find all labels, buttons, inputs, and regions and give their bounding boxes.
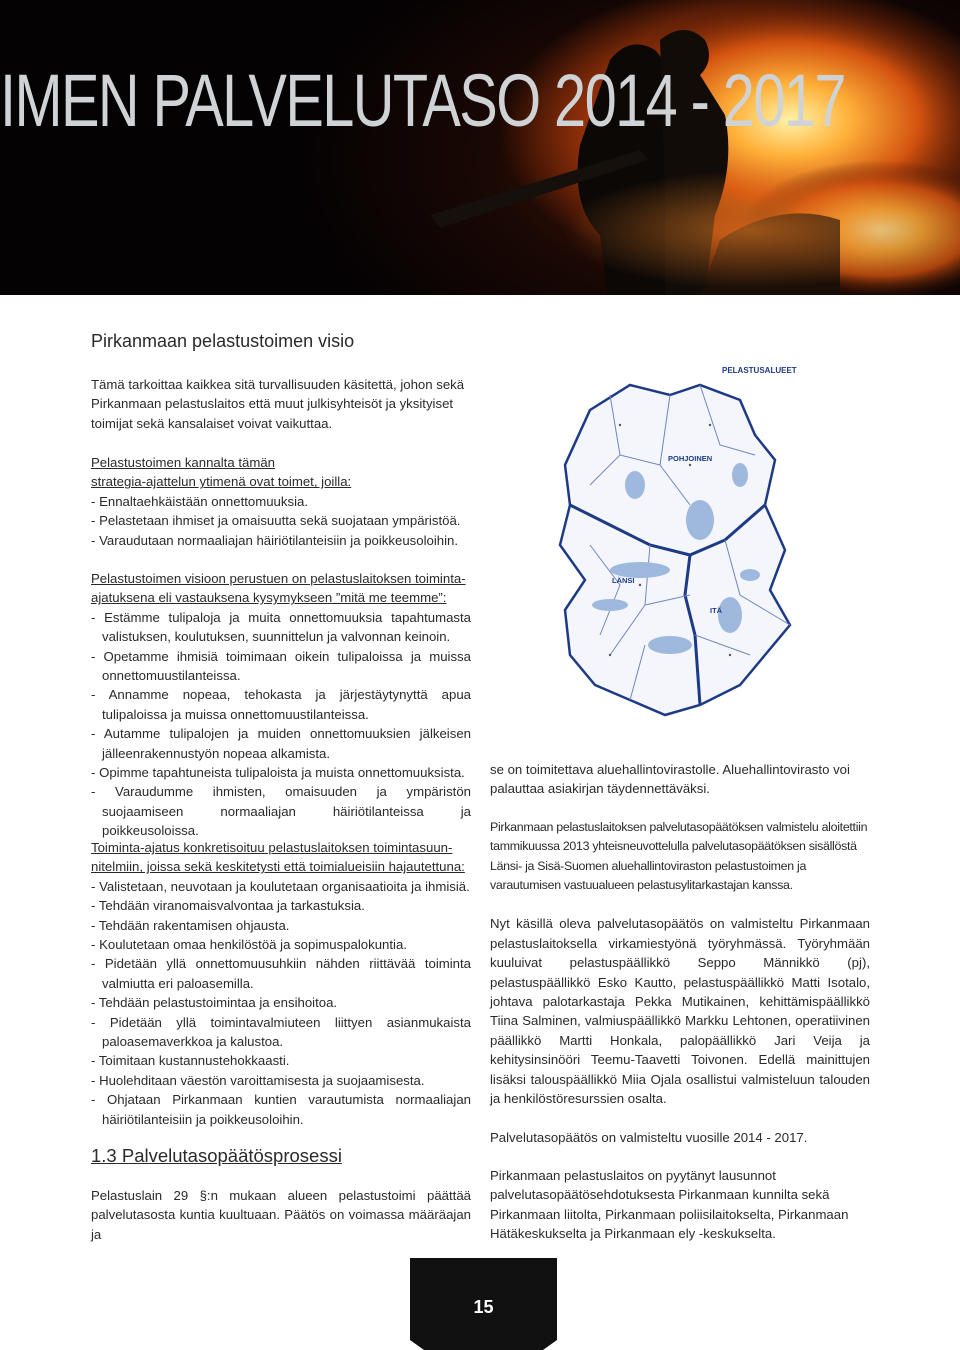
region-label-north: POHJOINEN <box>668 454 713 463</box>
section-body <box>91 1186 471 1244</box>
vision-intro-text: Tämä tarkoittaa kaikkea sitä turvallisuuden käsitettä, johon sekä Pirkanmaan pelastuslaitos että muut julkisyhteisöt ja yksityiset toimijat sekä kansalaiset voivat vaikuttaa. <box>91 377 465 431</box>
list-item: - Pidetään yllä onnettomuusuhkiin nähden riittävää toiminta valmiutta eri paloasemilla. <box>91 954 471 993</box>
section-heading: 1.3 Palvelutasopäätösprosessi <box>91 1145 342 1166</box>
hero-banner <box>0 0 960 295</box>
region-label-east: ITÄ <box>710 606 723 615</box>
right-column <box>490 760 870 1244</box>
vision-heading: Pirkanmaan pelastustoimen visio <box>91 331 355 351</box>
rescue-areas-map <box>550 355 820 730</box>
paragraph: Pirkanmaan pelastuslaitoksen palvelutasopäätöksen valmistelu aloitettiin tammikuussa 2013 yhteisneuvottelulla palvelutasopäätöksen sisällöstä Länsi- ja Sisä-Suomen aluehallintoviraston pelastustoimen ja varautumisen vastuualueen pelastusylitarkastajan kanssa. <box>490 819 868 893</box>
list-item: - Annamme nopeaa, tehokasta ja järjestäytynyttä apua tulipaloissa ja muissa onnettomuustilanteissa. <box>91 685 471 724</box>
list-item: - Valistetaan, neuvotaan ja koulutetaan organisaatioita ja ihmisiä. <box>91 877 471 896</box>
vision-intro-line-1: Pelastustoimen visioon perustuen on pelastuslaitoksen toiminta- <box>91 571 466 586</box>
vision-intro-line-2: ajatuksena eli vastauksena kysymykseen ”mitä me teemme”: <box>91 590 447 606</box>
map-title: PELASTUSALUEET <box>722 366 797 375</box>
list-item: - Varaudumme ihmisten, omaisuuden ja ympäristön suojaamiseen normaaliajan häiriötilanteissa ja poikkeusoloissa. <box>91 782 471 840</box>
list-item: - Ohjataan Pirkanmaan kuntien varautumista normaaliajan häiriötilanteisiin ja poikkeusoloihin. <box>91 1090 471 1129</box>
plans-intro-line-1: Toiminta-ajatus konkretisoituu pelastuslaitoksen toimintasuun- <box>91 840 453 855</box>
strategy-block <box>91 453 471 550</box>
plans-intro-line-2: nitelmiin, joissa sekä keskitetysti että toimialueisiin hajautettuna: <box>91 859 465 875</box>
section-text: Pelastuslain 29 §:n mukaan alueen pelastustoimi päättää palvelutasosta kuntia kuultuaan. Päätös on voimassa määräajan ja <box>91 1188 471 1242</box>
region-label-west: LÄNSI <box>612 576 635 585</box>
vision-list <box>91 608 471 841</box>
list-item: - Varaudutaan normaaliajan häiriötilanteisiin ja poikkeusoloihin. <box>91 531 471 550</box>
list-item: - Toimitaan kustannustehokkaasti. <box>91 1051 471 1070</box>
vision-mission-block <box>91 569 471 841</box>
plans-list <box>91 877 471 1129</box>
map-graphic <box>550 355 820 730</box>
page-number: 15 <box>473 1297 494 1317</box>
list-item: - Pidetään yllä toimintavalmiuteen liittyen asianmukaista paloasemaverkkoa ja kalustoa. <box>91 1013 471 1052</box>
list-item: - Tehdään rakentamisen ohjausta. <box>91 916 471 935</box>
list-item: - Tehdään pelastustoimintaa ja ensihoitoa. <box>91 993 471 1012</box>
paragraph: Pirkanmaan pelastuslaitos on pyytänyt lausunnot palvelutasopäätösehdotuksesta Pirkanmaan kunnilta sekä Pirkanmaan liitolta, Pirkanmaan poliisilaitokselta, Pirkanmaan Hätäkeskukselta ja Pirkanmaan ely -keskukselta. <box>490 1167 849 1242</box>
paragraph: Palvelutasopäätös on valmisteltu vuosille 2014 - 2017. <box>490 1129 808 1145</box>
list-item: - Opetamme ihmisiä toimimaan oikein tulipaloissa ja muissa onnettomuustilanteissa. <box>91 647 471 686</box>
list-item: - Pelastetaan ihmiset ja omaisuutta sekä suojataan ympäristöä. <box>91 511 471 530</box>
list-item: - Tehdään viranomaisvalvontaa ja tarkastuksia. <box>91 896 471 915</box>
strategy-list <box>91 492 471 550</box>
list-item: - Koulutetaan omaa henkilöstöä ja sopimuspalokuntia. <box>91 935 471 954</box>
paragraph: Nyt käsillä oleva palvelutasopäätös on valmisteltu Pirkanmaan pelastuslaitoksella virkamiestyönä työryhmässä. Työryhmään kuuluivat pelastuspäällikkö Seppo Männikkö (pj), pelastuspäällikkö Esko Kautto, pelastuspäällikkö Matti Isotalo, johtava palotarkastaja Pekka Mutikainen, kehittämispäällikkö Tiina Salminen, valmiuspäällikkö Markku Lehtonen, operatiivinen päällikkö Martti Honkala, palopäällikkö Jari Veija ja kehitysinsinööri Teemu-Taavetti Toivonen. Edellä mainittujen lisäksi talouspäällikkö Miia Ojala osallistui valmisteluun talouden ja henkilöstöresurssien osalta. <box>490 916 870 1107</box>
list-item: - Autamme tulipalojen ja muiden onnettomuuksien jälkeisen jälleenrakennustyön nopeaa alkamista. <box>91 724 471 763</box>
strategy-line-1: Pelastustoimen kannalta tämän <box>91 455 276 470</box>
list-item: - Ennaltaehkäistään onnettomuuksia. <box>91 492 471 511</box>
paragraph: se on toimitettava aluehallintovirastolle. Aluehallintovirasto voi palauttaa asiakirjan täydennettäväksi. <box>490 762 850 797</box>
action-plans-block <box>91 838 471 1129</box>
fire-glow <box>560 170 940 290</box>
vision-intro <box>91 375 471 433</box>
list-item: - Estämme tulipaloja ja muita onnettomuuksia tapahtumasta valistuksen, koulutuksen, suunnittelun ja valvonnan keinoin. <box>91 608 471 647</box>
page-header-title: IMEN PALVELUTASO 2014 - 2017 <box>0 59 845 142</box>
list-item: - Huolehditaan väestön varoittamisesta ja suojaamisesta. <box>91 1071 471 1090</box>
strategy-line-2: strategia-ajattelun ytimenä ovat toimet, joilla: <box>91 474 352 490</box>
list-item: - Opimme tapahtuneista tulipaloista ja muista onnettomuuksista. <box>91 763 471 782</box>
